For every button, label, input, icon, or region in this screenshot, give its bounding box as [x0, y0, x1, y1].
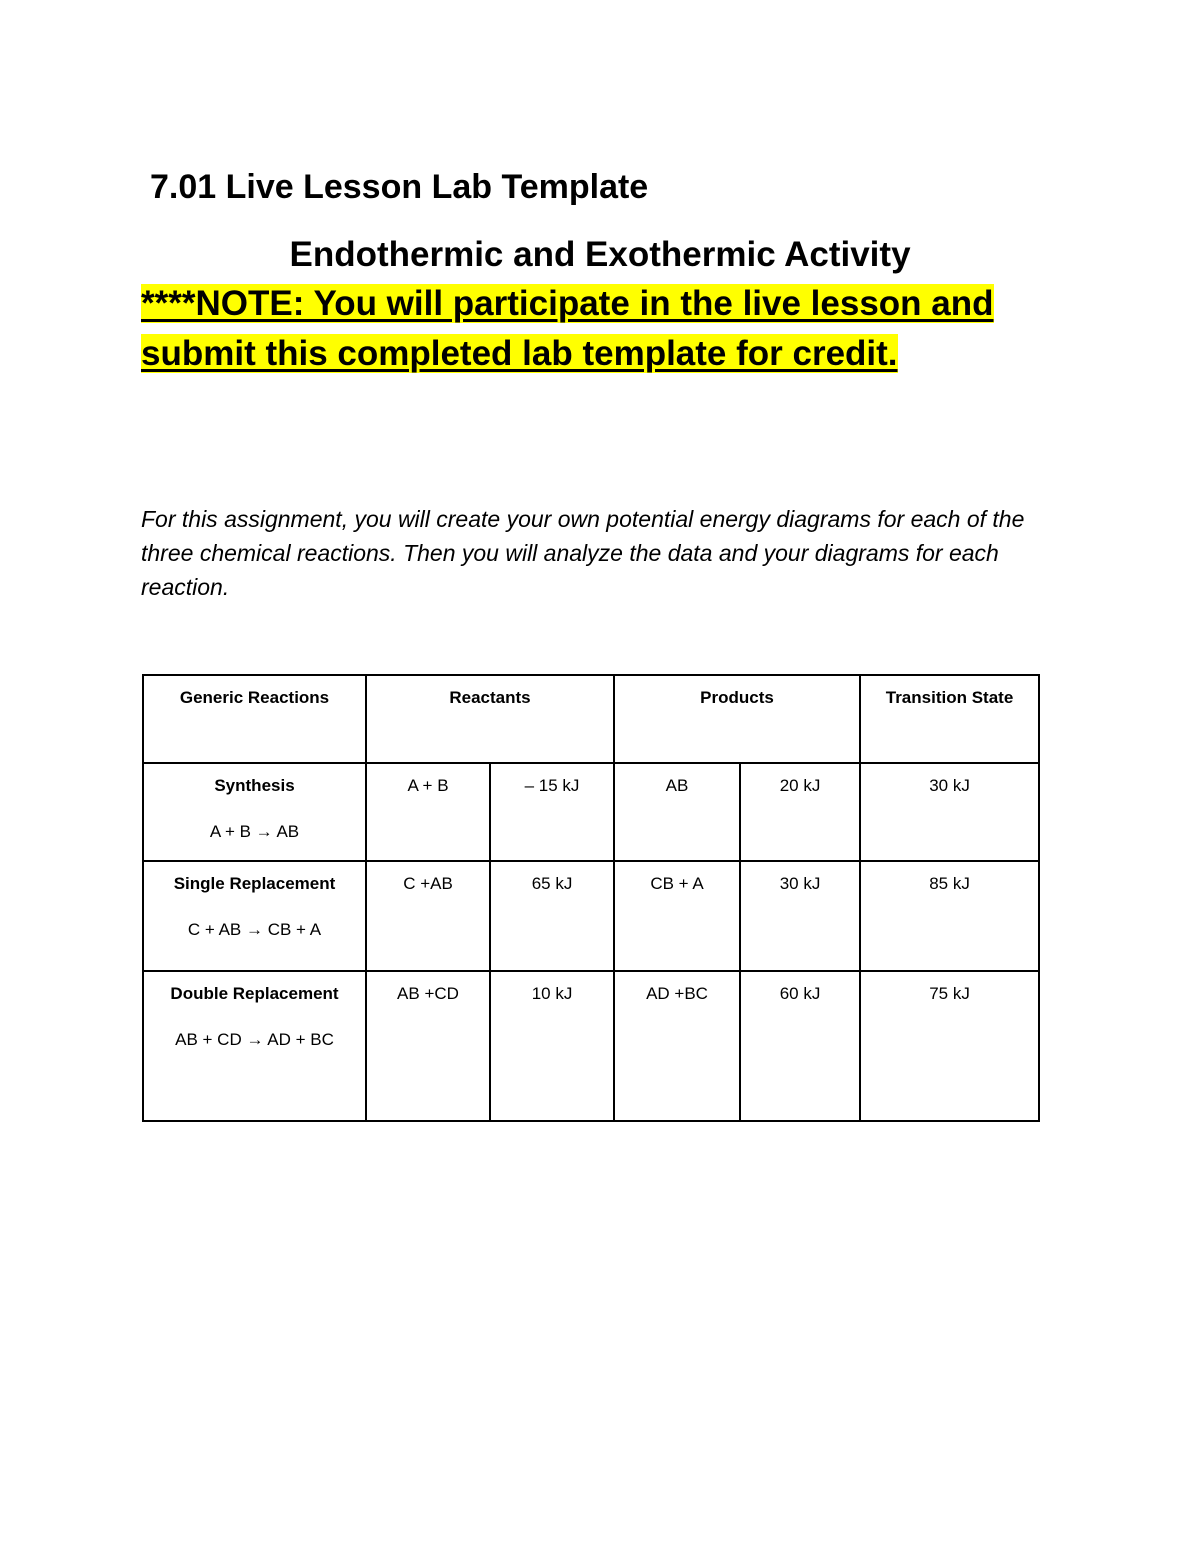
reactants-cell: A + B: [366, 763, 490, 861]
products-cell: AB: [614, 763, 740, 861]
transition-state-cell: 85 kJ: [860, 861, 1039, 971]
products-cell: CB + A: [614, 861, 740, 971]
reactants-energy-cell: 65 kJ: [490, 861, 614, 971]
products-energy-cell: 20 kJ: [740, 763, 860, 861]
reaction-name: Single Replacement: [173, 874, 336, 893]
reaction-equation: C + AB → CB + A: [187, 920, 322, 939]
activity-subtitle: Endothermic and Exothermic Activity: [289, 235, 911, 274]
reaction-name: Double Replacement: [170, 984, 339, 1003]
table-row: [143, 971, 1039, 1121]
header-reactants: Reactants: [366, 675, 614, 763]
assignment-instructions: For this assignment, you will create your own potential energy diagrams for each of the three chemical reactions. Then you will analyze the data and your diagrams for each reaction.: [141, 506, 1025, 600]
credit-note-text: ****NOTE: You will participate in the live lesson and submit this completed lab template for credit.: [141, 284, 994, 373]
reaction-name: Synthesis: [214, 776, 295, 795]
transition-state-cell: 30 kJ: [860, 763, 1039, 861]
products-cell: AD +BC: [614, 971, 740, 1121]
reactants-cell: AB +CD: [366, 971, 490, 1121]
reaction-cell: [143, 763, 366, 861]
reactants-energy-cell: 10 kJ: [490, 971, 614, 1121]
products-energy-cell: 30 kJ: [740, 861, 860, 971]
page-title: 7.01 Live Lesson Lab Template: [150, 168, 649, 206]
reaction-data-table: [142, 674, 1040, 1122]
products-energy-cell: 60 kJ: [740, 971, 860, 1121]
table-header-row: [143, 675, 1039, 763]
reaction-equation: A + B → AB: [209, 822, 300, 841]
header-transition-state: Transition State: [860, 675, 1039, 763]
table-row: [143, 763, 1039, 861]
reaction-cell: [143, 971, 366, 1121]
credit-note: [141, 279, 1081, 379]
table-row: [143, 861, 1039, 971]
reaction-equation: AB + CD → AD + BC: [175, 1030, 334, 1049]
reactants-cell: C +AB: [366, 861, 490, 971]
reactants-energy-cell: – 15 kJ: [490, 763, 614, 861]
header-generic-reactions: Generic Reactions: [143, 675, 366, 763]
header-products: Products: [614, 675, 860, 763]
transition-state-cell: 75 kJ: [860, 971, 1039, 1121]
reaction-cell: [143, 861, 366, 971]
